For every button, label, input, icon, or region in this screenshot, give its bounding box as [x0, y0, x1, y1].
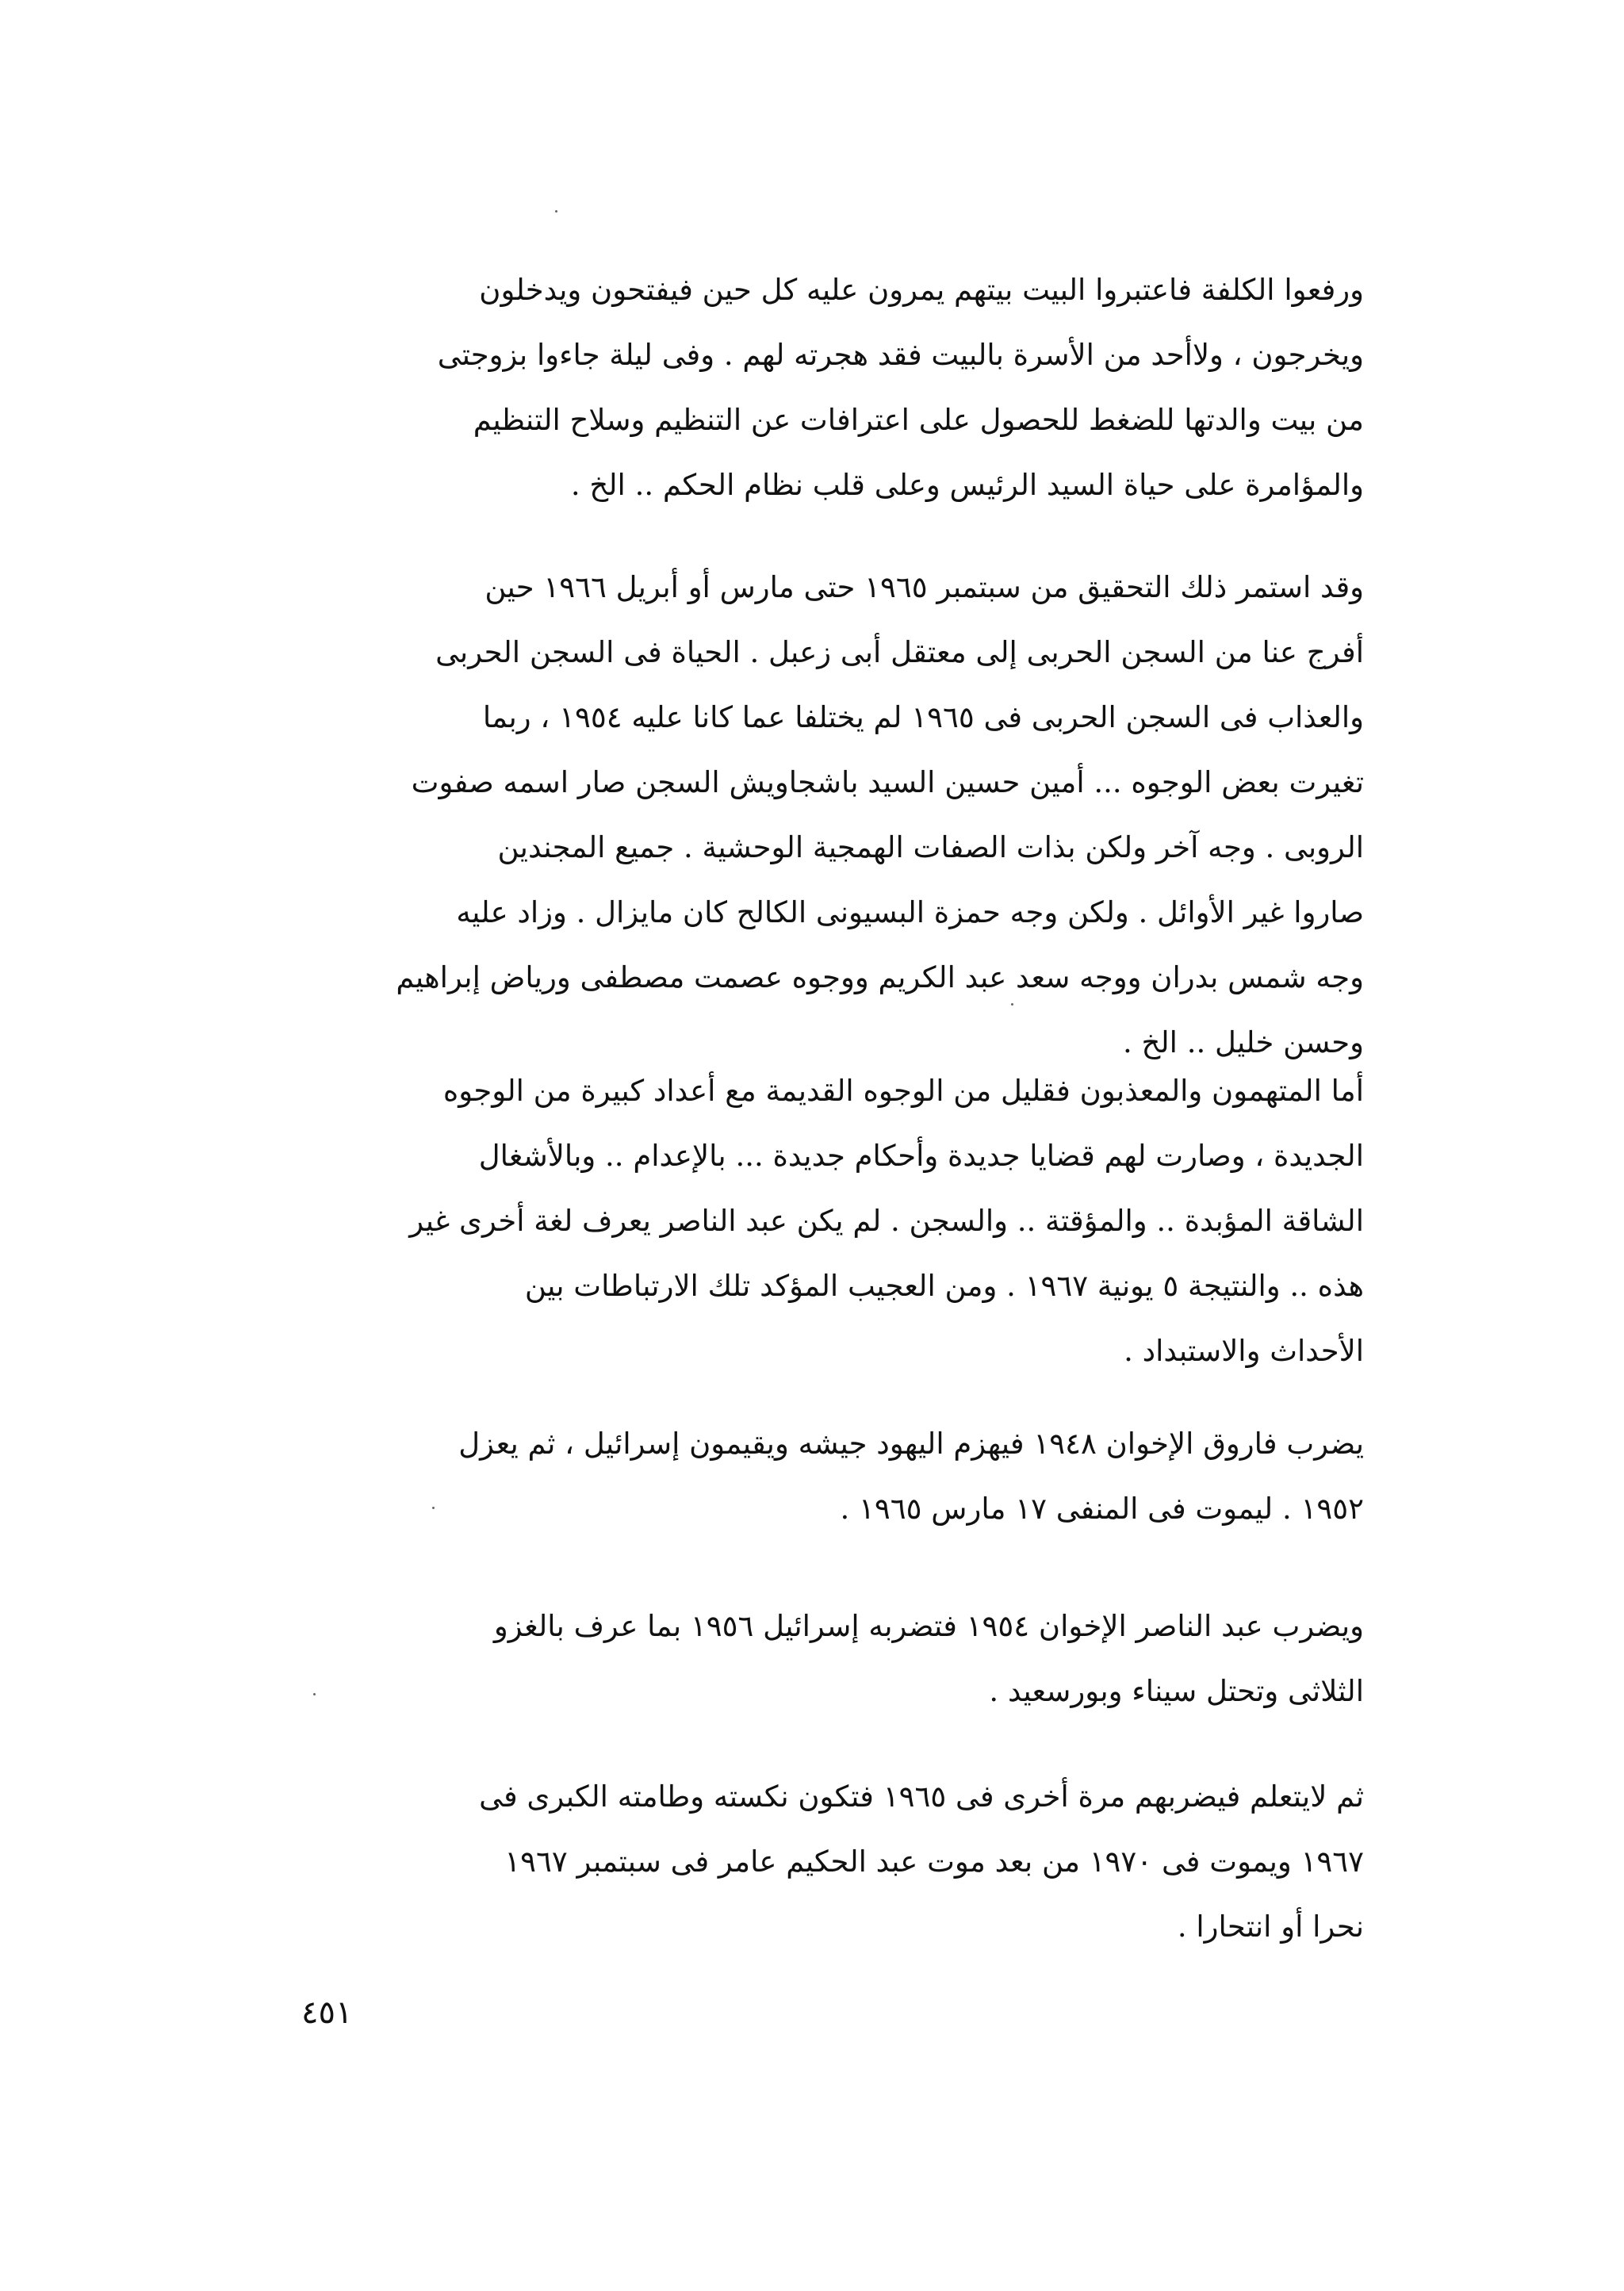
text-line: هذه .. والنتيجة ٥ يونية ١٩٦٧ . ومن العجيب المؤكد تلك الارتباطات بين — [524, 1269, 1364, 1303]
paragraph-4 — [301, 1412, 1364, 1542]
text-line: تغيرت بعض الوجوه ... أمين حسين السيد باشجاويش السجن صار اسمه صفوت — [411, 765, 1364, 799]
text-line: يضرب فاروق الإخوان ١٩٤٨ فيهزم اليهود جيشه ويقيمون إسرائيل ، ثم يعزل — [458, 1427, 1364, 1461]
paragraph-5 — [301, 1594, 1364, 1724]
paragraph-3 — [301, 1059, 1364, 1384]
scan-speck — [432, 1507, 435, 1509]
text-line: أما المتهمون والمعذبون فقليل من الوجوه القديمة مع أعداد كبيرة من الوجوه — [442, 1074, 1364, 1108]
paragraph-1 — [301, 258, 1364, 518]
text-line: الروبى . وجه آخر ولكن بذات الصفات الهمجية الوحشية . جميع المجندين — [497, 830, 1364, 864]
page-number: ٤٥١ — [301, 1994, 353, 2031]
text-line: ورفعوا الكلفة فاعتبروا البيت بيتهم يمرون عليه كل حين فيفتحون ويدخلون — [479, 273, 1364, 307]
text-line: ١٩٥٢ . ليموت فى المنفى ١٧ مارس ١٩٦٥ . — [840, 1492, 1364, 1526]
text-line: ثم لايتعلم فيضربهم مرة أخرى فى ١٩٦٥ فتكون نكسته وطامته الكبرى فى — [479, 1780, 1364, 1814]
text-line: وجه شمس بدران ووجه سعد عبد الكريم ووجوه عصمت مصطفى ورياض إبراهيم — [396, 960, 1364, 994]
paragraph-2 — [301, 555, 1364, 1075]
text-line: وحسن خليل .. الخ . — [1123, 1025, 1364, 1059]
text-line: من بيت والدتها للضغط للحصول على اعترافات عن التنظيم وسلاح التنظيم — [473, 403, 1364, 437]
text-line: الجديدة ، وصارت لهم قضايا جديدة وأحكام جديدة ... بالإعدام .. وبالأشغال — [478, 1139, 1364, 1173]
text-line: الشاقة المؤبدة .. والمؤقتة .. والسجن . لم يكن عبد الناصر يعرف لغة أخرى غير — [409, 1204, 1364, 1238]
scan-speck — [555, 210, 557, 213]
text-line: وقد استمر ذلك التحقيق من سبتمبر ١٩٦٥ حتى مارس أو أبريل ١٩٦٦ حين — [485, 570, 1364, 604]
paragraph-6 — [301, 1764, 1364, 1960]
text-line: والعذاب فى السجن الحربى فى ١٩٦٥ لم يختلفا عما كانا عليه ١٩٥٤ ، ربما — [482, 700, 1364, 734]
text-line: ويضرب عبد الناصر الإخوان ١٩٥٤ فتضربه إسرائيل ١٩٥٦ بما عرف بالغزو — [493, 1609, 1364, 1643]
scan-speck — [313, 1693, 316, 1695]
scan-speck — [1011, 1003, 1013, 1006]
text-line: الثلاثى وتحتل سيناء وبورسعيد . — [989, 1674, 1364, 1708]
text-line: أفرج عنا من السجن الحربى إلى معتقل أبى زعبل . الحياة فى السجن الحربى — [435, 635, 1364, 669]
text-line: الأحداث والاستبداد . — [1124, 1334, 1364, 1368]
text-line: صاروا غير الأوائل . ولكن وجه حمزة البسيونى الكالح كان مايزال . وزاد عليه — [456, 895, 1364, 929]
text-line: ١٩٦٧ ويموت فى ١٩٧٠ من بعد موت عبد الحكيم عامر فى سبتمبر ١٩٦٧ — [504, 1845, 1364, 1879]
text-line: والمؤامرة على حياة السيد الرئيس وعلى قلب نظام الحكم .. الخ . — [570, 468, 1364, 502]
text-line: نحرا أو انتحارا . — [1177, 1910, 1364, 1944]
text-line: ويخرجون ، ولاأحد من الأسرة بالبيت فقد هجرته لهم . وفى ليلة جاءوا بزوجتى — [437, 338, 1364, 372]
